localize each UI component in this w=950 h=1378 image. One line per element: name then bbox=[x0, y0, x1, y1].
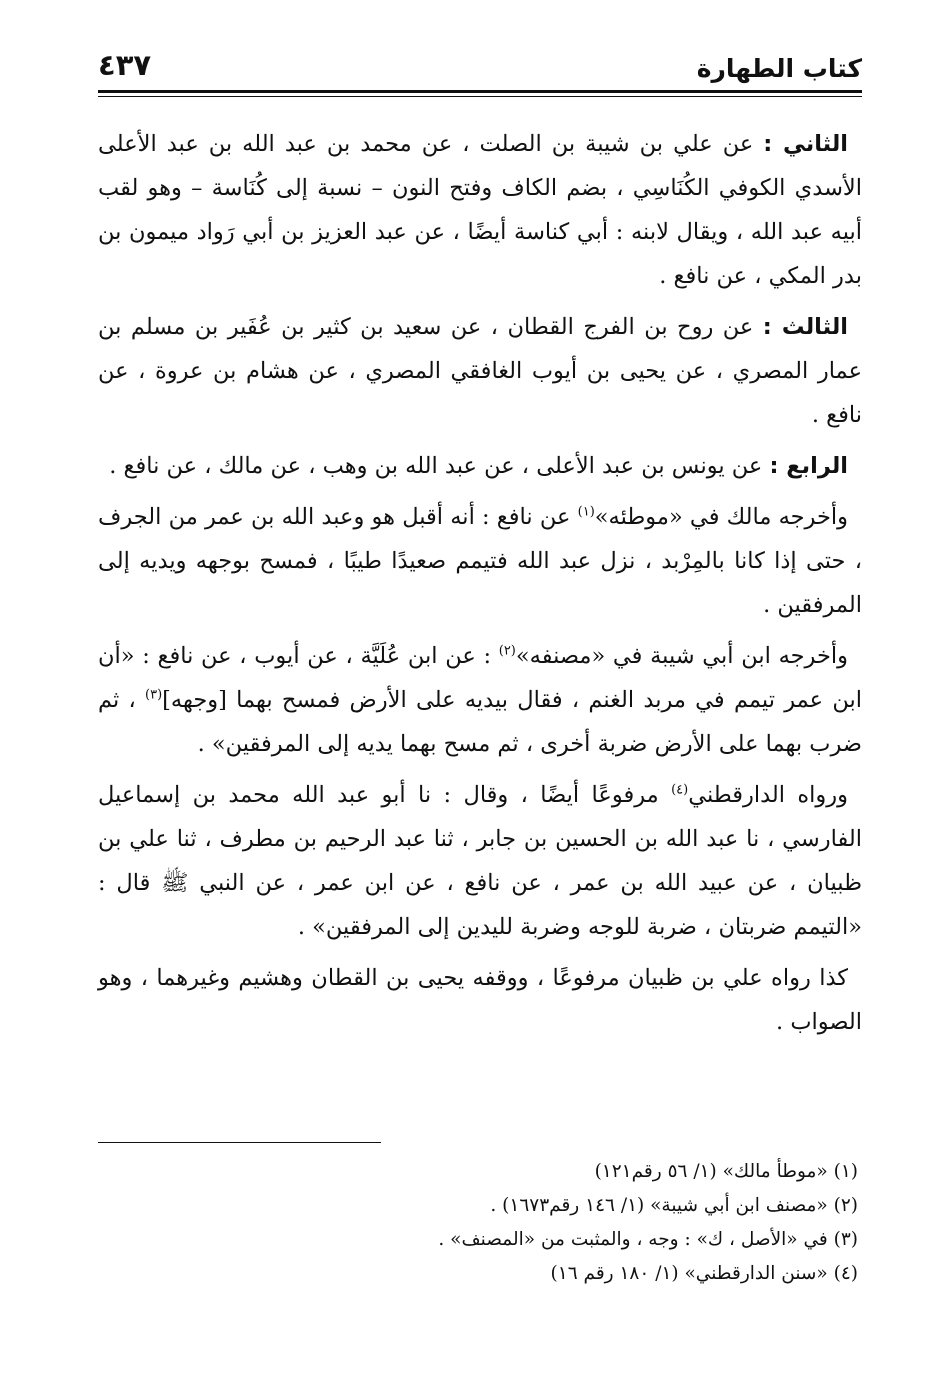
paragraph-text: عن يونس بن عبد الأعلى ، عن عبد الله بن وهب ، عن مالك ، عن نافع . bbox=[109, 453, 770, 479]
chapter-title: كتاب الطهارة bbox=[696, 54, 862, 83]
footnote-separator bbox=[98, 1142, 381, 1143]
paragraph-lead: الثالث : bbox=[762, 314, 848, 340]
footnote-ref[interactable]: (٢) bbox=[498, 643, 516, 659]
paragraph bbox=[98, 444, 862, 488]
paragraph-text: وأخرجه ابن أبي شيبة في «مصنفه» bbox=[515, 643, 848, 669]
paragraph-text: كذا رواه علي بن ظبيان مرفوعًا ، ووقفه يحيى بن القطان وهشيم وغيرهما ، وهو الصواب . bbox=[98, 965, 862, 1035]
header-rule-thick bbox=[98, 90, 862, 93]
paragraph-text: عن نافع : أنه أقبل هو وعبد الله بن عمر من الجرف ، حتى إذا كانا بالمِرْبد ، نزل عبد الله فتيمم صعيدًا طيبًا ، فمسح بوجهه ويديه إلى المرفقين . bbox=[98, 504, 862, 618]
page-number: ٤٣٧ bbox=[98, 48, 152, 82]
header-rule-thin bbox=[98, 96, 862, 97]
paragraph bbox=[98, 773, 862, 949]
paragraph-text: عن علي بن شيبة بن الصلت ، عن محمد بن عبد الله بن عبد الأعلى الأسدي الكوفي الكُنَاسِي ، بضم الكاف وفتح النون – نسبة إلى كُنَاسة – وهو لقب أبيه عبد الله ، ويقال لابنه : أبي كناسة أيضًا ، عن عبد العزيز بن أبي رَواد ميمون بن بدر المكي ، عن نافع . bbox=[98, 131, 862, 289]
footnote-ref[interactable]: (٣) bbox=[145, 687, 163, 703]
footnote: (١) «موطأ مالك» (١/ ٥٦ رقم١٢١) bbox=[594, 1161, 858, 1182]
main-text bbox=[98, 122, 862, 1051]
paragraph-text: عن روح بن الفرج القطان ، عن سعيد بن كثير بن عُفَير بن مسلم بن عمار المصري ، عن يحيى بن أيوب الغافقي المصري ، عن هشام بن عروة ، عن نافع . bbox=[98, 314, 862, 428]
footnote: (٢) «مصنف ابن أبي شيبة» (١/ ١٤٦ رقم١٦٧٣) . bbox=[490, 1195, 858, 1216]
paragraph-text: ورواه الدارقطني bbox=[688, 782, 849, 808]
paragraph-lead: الثاني : bbox=[763, 131, 849, 157]
paragraph-text: مرفوعًا أيضًا ، وقال : نا أبو عبد الله محمد بن إسماعيل الفارسي ، نا عبد الله بن الحسين بن جابر ، ثنا عبد الرحيم بن مطرف ، ثنا علي بن ظبيان ، عن عبيد الله بن عمر ، عن نافع ، عن ابن عمر ، عن النبي ﷺ قال : «التيمم ضربتان ، ضربة للوجه وضربة لليدين إلى المرفقين» . bbox=[98, 782, 862, 940]
page-header bbox=[98, 46, 862, 92]
footnote-ref[interactable]: (١) bbox=[577, 504, 595, 520]
footnote: (٣) في «الأصل ، ك» : وجه ، والمثبت من «المصنف» . bbox=[438, 1229, 858, 1250]
paragraph bbox=[98, 956, 862, 1044]
paragraph-text: ، ثم ضرب بهما على الأرض ضربة أخرى ، ثم مسح بهما يديه إلى المرفقين» . bbox=[98, 687, 862, 757]
paragraph bbox=[98, 305, 862, 437]
paragraph bbox=[98, 634, 862, 766]
paragraph-lead: الرابع : bbox=[769, 453, 848, 479]
paragraph-text: وأخرجه مالك في «موطئه» bbox=[594, 504, 848, 530]
footnote-ref[interactable]: (٤) bbox=[671, 782, 689, 798]
paragraph bbox=[98, 495, 862, 627]
footnotes bbox=[98, 1155, 858, 1291]
paragraph bbox=[98, 122, 862, 298]
footnote: (٤) «سنن الدارقطني» (١/ ١٨٠ رقم ١٦) bbox=[550, 1263, 858, 1284]
paragraph-text: : عن ابن عُلَيَّة ، عن أيوب ، عن نافع : «أن ابن عمر تيمم في مربد الغنم ، فقال بيديه على الأرض فمسح بهما [وجهه] bbox=[98, 643, 862, 713]
